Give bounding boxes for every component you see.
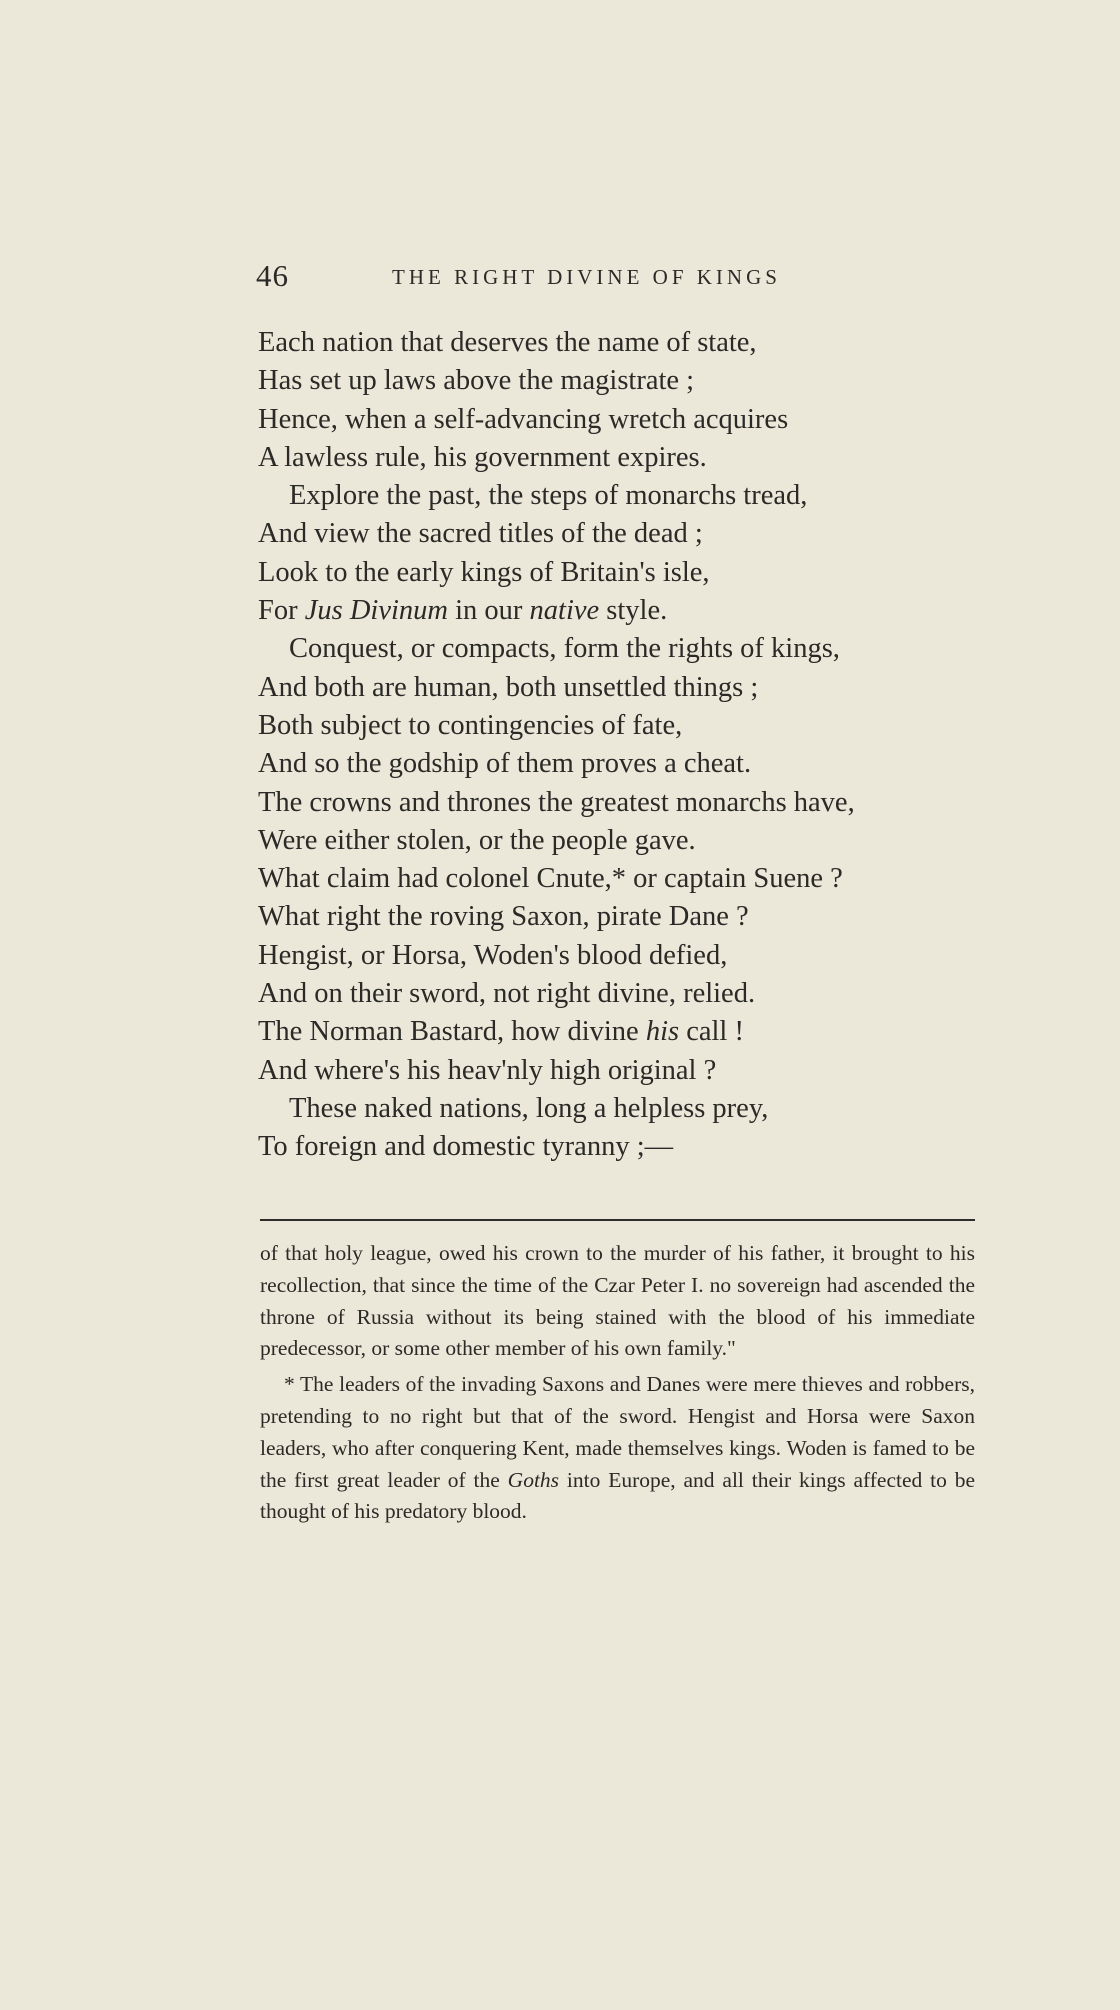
- poem-line: To foreign and domestic tyranny ;—: [258, 1131, 674, 1163]
- poem-line: And where's his heav'nly high original ?: [258, 1054, 717, 1086]
- poem-line: And view the sacred titles of the dead ;: [258, 518, 703, 550]
- poem-italic-text: Jus Divinum: [304, 595, 448, 627]
- poem-line: And so the godship of them proves a cheat.: [258, 748, 752, 780]
- running-title: THE RIGHT DIVINE OF KINGS: [392, 265, 781, 289]
- footnote-text: * The leaders of the invading Saxons and Danes were mere thieves and robbers, pretending to no right but that of the sword. Hengist and Horsa were Saxon leaders, who after conquering Kent, made themselves kings. Woden is famed to be the first great leader of the: [260, 1372, 975, 1492]
- poem-line: Both subject to contingencies of fate,: [258, 709, 683, 741]
- poem-body: [258, 324, 988, 1167]
- poem-line: And on their sword, not right divine, relied.: [258, 978, 756, 1010]
- poem-text: in our: [447, 595, 530, 627]
- poem-italic-text: native: [529, 595, 600, 627]
- poem-text: style.: [599, 595, 668, 627]
- poem-line: Conquest, or compacts, form the rights of kings,: [289, 633, 840, 665]
- footnote-text: into Europe, and all their kings affected to be thought of his predatory blood.: [260, 1467, 975, 1524]
- poem-line: [258, 592, 988, 630]
- poem-line: Each nation that deserves the name of state,: [258, 327, 757, 358]
- poem-line: Has set up laws above the magistrate ;: [258, 365, 695, 397]
- poem-text: The Norman Bastard, how divine: [258, 1016, 646, 1048]
- poem-line: [258, 1013, 988, 1051]
- poem-line: Hengist, or Horsa, Woden's blood defied,: [258, 939, 728, 971]
- page-header: [256, 258, 976, 298]
- poem-line: Look to the early kings of Britain's isle,: [258, 556, 710, 588]
- footnotes: [260, 1238, 975, 1532]
- poem-line: These naked nations, long a helpless prey,: [289, 1092, 769, 1124]
- footnote-saxons: [260, 1369, 975, 1528]
- poem-line: And both are human, both unsettled things ;: [258, 671, 759, 703]
- poem-line: A lawless rule, his government expires.: [258, 441, 707, 473]
- poem-text: For: [258, 595, 305, 627]
- page-number: 46: [256, 258, 289, 293]
- poem-text: call !: [679, 1016, 744, 1048]
- footnote-continued: of that holy league, owed his crown to the murder of his father, it brought to his recollection, that since the time of the Czar Peter I. no sovereign had ascended the throne of Russia without its being stained with the blood of his immediate predecessor, or some other member of his own family.": [260, 1241, 975, 1361]
- poem-line: The crowns and thrones the greatest monarchs have,: [258, 786, 855, 818]
- poem-italic-text: his: [645, 1016, 680, 1048]
- poem-line: What claim had colonel Cnute,* or captain Suene ?: [258, 863, 843, 895]
- poem-line: What right the roving Saxon, pirate Dane ?: [258, 901, 749, 933]
- poem-line: Hence, when a self-advancing wretch acquires: [258, 403, 789, 435]
- footnote-divider: [260, 1219, 975, 1221]
- footnote-italic-text: Goths: [507, 1467, 560, 1492]
- poem-line: Explore the past, the steps of monarchs tread,: [289, 480, 808, 512]
- poem-line: Were either stolen, or the people gave.: [258, 824, 696, 856]
